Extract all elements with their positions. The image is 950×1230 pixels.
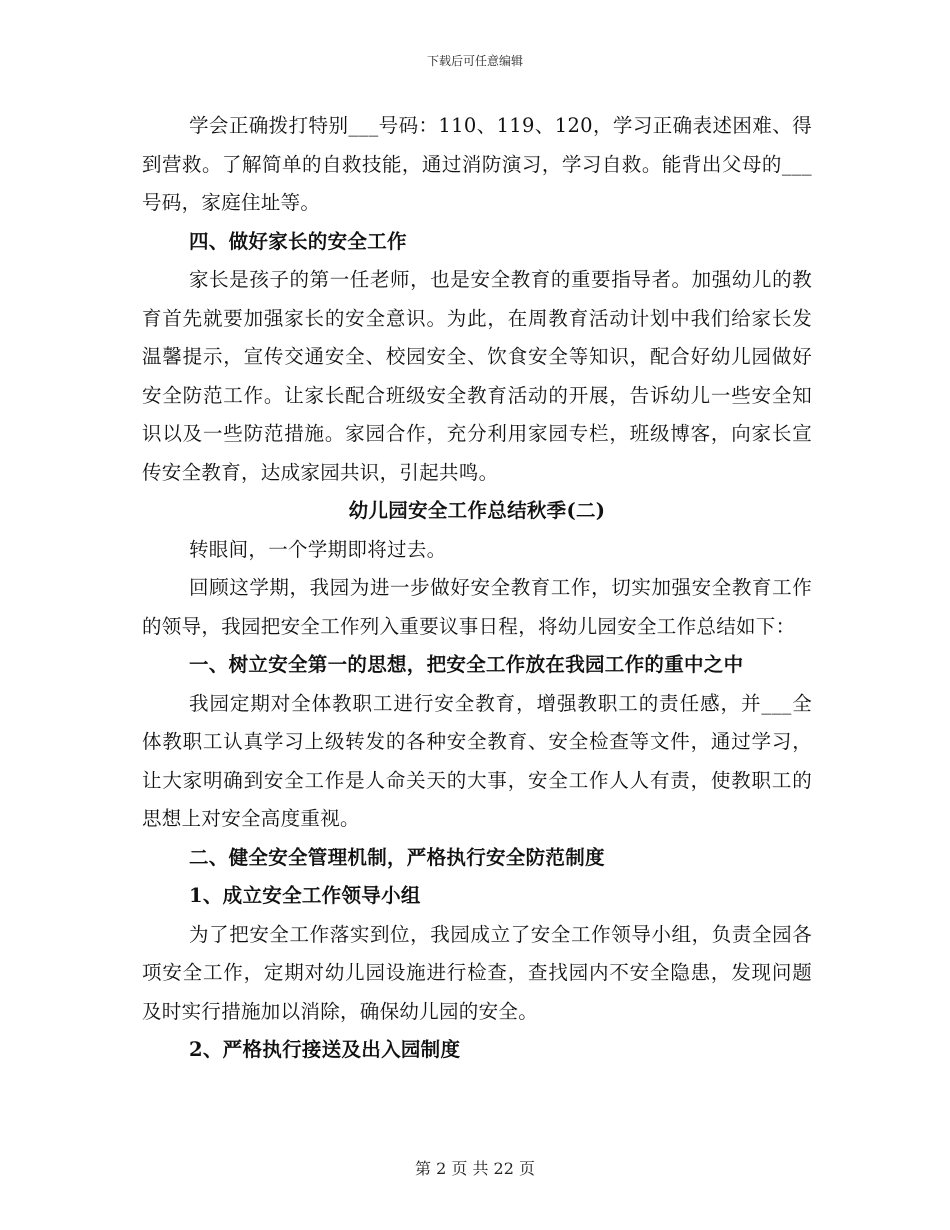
paragraph: 我园定期对全体教职工进行安全教育，增强教职工的责任感，并___全体教职工认真学习上级转发的各种安全教育、安全检查等文件，通过学习，让大家明确到安全工作是人命关天的大事，安全工作人人有责，使教职工的思想上对安全高度重视。: [142, 691, 812, 830]
section-heading: 一、树立安全第一的思想，把安全工作放在我园工作的重中之中: [189, 653, 744, 676]
document-body: [142, 107, 812, 1070]
page-header: 下载后可任意编辑: [426, 54, 523, 68]
paragraph: 为了把安全工作落实到位，我园成立了安全工作领导小组，负责全园各项安全工作，定期对幼儿园设施进行检查，查找园内不安全隐患，发现问题及时实行措施加以消除，确保幼儿园的安全。: [142, 922, 812, 1023]
document-title: 幼儿园安全工作总结秋季(二): [348, 499, 606, 522]
paragraph: 转眼间，一个学期即将过去。: [189, 537, 447, 561]
paragraph: 学会正确拨打特别___号码：110、119、120，学习正确表述困难、得到营救。了解简单的自救技能，通过消防演习，学习自救。能背出父母的___号码，家庭住址等。: [142, 114, 812, 214]
page-footer: 第 2 页 共 22 页: [415, 1159, 535, 1178]
paragraph: 家长是孩子的第一任老师，也是安全教育的重要指导者。加强幼儿的教育首先就要加强家长的安全意识。为此，在周教育活动计划中我们给家长发温馨提示，宣传交通安全、校园安全、饮食安全等知识，配合好幼儿园做好安全防范工作。让家长配合班级安全教育活动的开展，告诉幼儿一些安全知识以及一些防范措施。家园合作，充分利用家园专栏，班级博客，向家长宣传安全教育，达成家园共识，引起共鸣。: [142, 268, 812, 484]
subsection-heading: 1、成立安全工作领导小组: [189, 884, 421, 907]
paragraph: 回顾这学期，我园为进一步做好安全教育工作，切实加强安全教育工作的领导，我园把安全工作列入重要议事日程，将幼儿园安全工作总结如下：: [142, 576, 812, 638]
section-heading: 四、做好家长的安全工作: [189, 229, 407, 253]
subsection-heading: 2、严格执行接送及出入园制度: [189, 1038, 461, 1061]
section-heading: 二、健全安全管理机制，严格执行安全防范制度: [189, 845, 605, 869]
